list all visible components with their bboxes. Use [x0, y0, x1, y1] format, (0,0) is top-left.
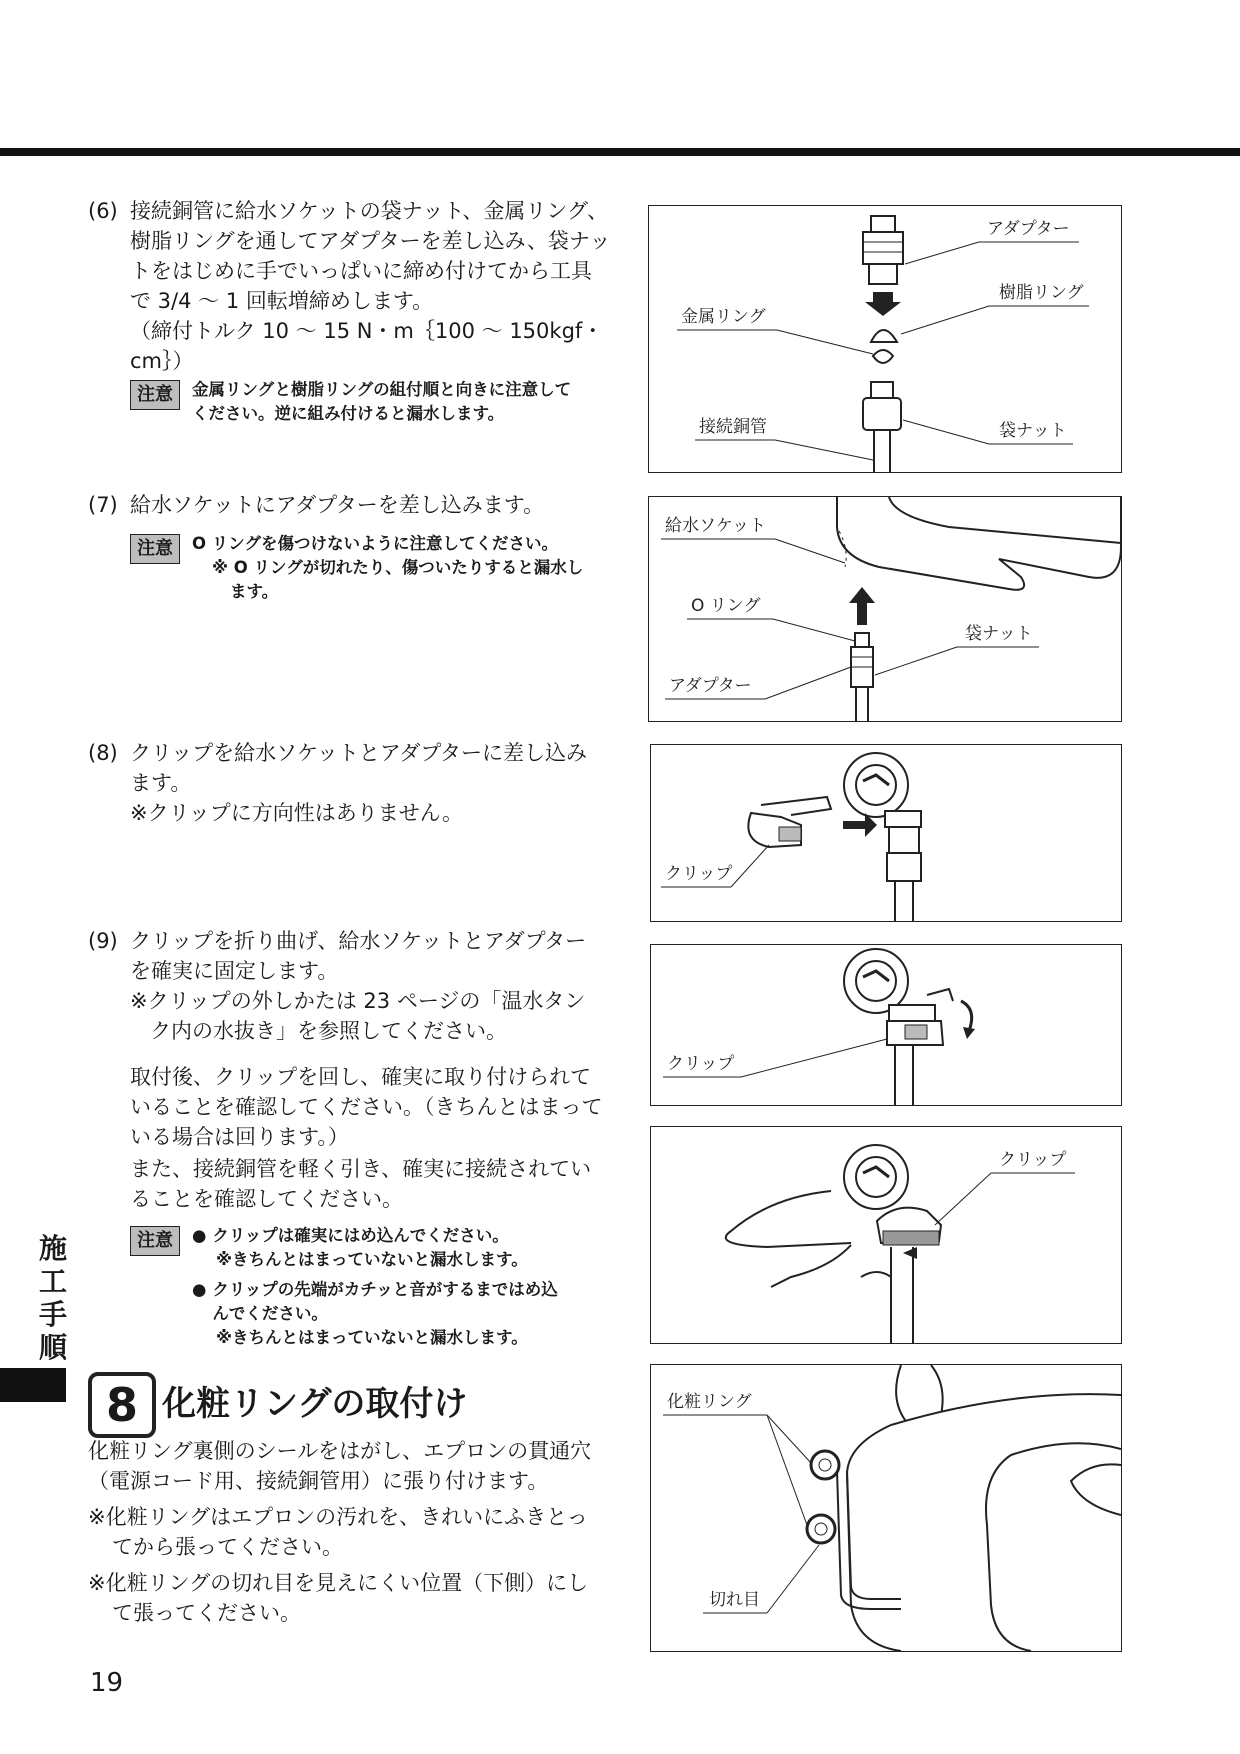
bullet-icon: ● [192, 1280, 207, 1299]
step-note: ※クリップに方向性はありません。 [130, 801, 464, 825]
side-char: 施 [38, 1232, 67, 1265]
caution-badge: 注意 [130, 380, 180, 410]
step-text: トをはじめに手でいっぱいに締め付けてから工具 [130, 259, 592, 283]
label-metal-ring: 金属リング [681, 307, 766, 327]
step-7 [88, 490, 648, 520]
step-text: で 3/4 ～ 1 回転増締めします。 [130, 289, 434, 313]
note-line: てから張ってください。 [112, 1535, 343, 1559]
step-number: (6) [88, 199, 118, 223]
para-line: ることを確認してください。 [130, 1187, 403, 1211]
side-char: 工 [38, 1265, 67, 1298]
caution-note: ます。 [230, 582, 279, 601]
bullet-icon: ● [192, 1226, 207, 1245]
clip-rotate-illustration [651, 1127, 1121, 1343]
label-adapter: アダプター [987, 219, 1070, 239]
step-number: (8) [88, 741, 118, 765]
label-socket: 給水ソケット [665, 516, 766, 536]
caution-9 [130, 1224, 650, 1350]
step-text: 接続銅管に給水ソケットの袋ナット、金属リング、 [130, 199, 609, 223]
note-line: ※化粧リングの切れ目を見えにくい位置（下側）にし [88, 1571, 589, 1595]
caution-note: ※ O リングが切れたり、傷ついたりすると漏水し [212, 558, 584, 577]
step-8 [88, 738, 648, 828]
step-text: クリップを折り曲げ、給水ソケットとアダプター [130, 929, 587, 953]
side-tab-bar [0, 1368, 66, 1402]
label-clip: クリップ [667, 1054, 735, 1074]
para-line: いることを確認してください。（きちんとはまって [130, 1095, 603, 1119]
label-clip: クリップ [665, 864, 733, 884]
para-line: （電源コード用、接続銅管用）に張り付けます。 [88, 1469, 549, 1493]
label-pipe: 接続銅管 [699, 417, 767, 437]
caution-text: ください。逆に組み付けると漏水します。 [192, 404, 505, 423]
caution-note: ※きちんとはまっていないと漏水します。 [216, 1250, 528, 1269]
confirm-paragraph-2 [130, 1154, 650, 1214]
page-number: 19 [90, 1668, 124, 1698]
label-trim-ring: 化粧リング [667, 1392, 752, 1412]
section-paragraph [88, 1436, 648, 1628]
note-line: ※化粧リングはエプロンの汚れを、きれいにふきとっ [88, 1505, 588, 1529]
adapter-assembly-illustration [649, 206, 1121, 472]
section-number-badge: 8 [88, 1372, 156, 1438]
step-text: を確実に固定します。 [130, 959, 339, 983]
step-text: ます。 [130, 771, 192, 795]
caution-text: 金属リングと樹脂リングの組付順と向きに注意して [192, 380, 572, 399]
label-clip: クリップ [999, 1150, 1067, 1170]
confirm-paragraph-1 [130, 1062, 650, 1152]
step-number: (9) [88, 929, 118, 953]
caution-badge: 注意 [130, 534, 180, 564]
caution-badge: 注意 [130, 1226, 180, 1256]
step-number: (7) [88, 493, 118, 517]
figure-socket-insert [648, 496, 1122, 722]
clip-fold-illustration [651, 945, 1121, 1105]
step-6 [88, 196, 648, 376]
clip-insert-illustration [651, 745, 1121, 921]
caution-text: クリップは確実にはめ込んでください。 [212, 1226, 509, 1245]
label-cut: 切れ目 [709, 1590, 760, 1610]
label-nut: 袋ナット [965, 624, 1033, 644]
side-char: 順 [38, 1331, 67, 1364]
side-tab-label [36, 1232, 70, 1364]
caution-6 [130, 378, 650, 426]
caution-text: んでください。 [212, 1304, 328, 1323]
note-line: て張ってください。 [112, 1601, 301, 1625]
para-line: また、接続銅管を軽く引き、確実に接続されてい [130, 1157, 592, 1181]
trim-ring-illustration [651, 1365, 1121, 1651]
label-nut: 袋ナット [999, 421, 1067, 441]
label-oring: O リング [691, 596, 761, 616]
step-text: 樹脂リングを通してアダプターを差し込み、袋ナッ [130, 229, 611, 253]
para-line: いる場合は回ります。） [130, 1125, 349, 1149]
top-rule [0, 148, 1240, 156]
section-title: 化粧リングの取付け [162, 1384, 468, 1424]
step-note: ※クリップの外しかたは 23 ページの「温水タン [130, 989, 586, 1013]
figure-trim-ring [650, 1364, 1122, 1652]
side-char: 手 [38, 1298, 67, 1331]
step-9 [88, 926, 648, 1046]
caution-note: ※きちんとはまっていないと漏水します。 [216, 1328, 528, 1347]
caution-text: O リングを傷つけないように注意してください。 [192, 534, 558, 553]
figure-clip-rotate [650, 1126, 1122, 1344]
torque-text: （締付トルク 10 ～ 15 N・m｛100 ～ 150kgf・cm｝） [130, 319, 604, 373]
label-adapter: アダプター [669, 676, 752, 696]
para-line: 化粧リング裏側のシールをはがし、エプロンの貫通穴 [88, 1439, 592, 1463]
step-note: ク内の水抜き」を参照してください。 [150, 1019, 507, 1043]
caution-text: クリップの先端がカチッと音がするまではめ込 [212, 1280, 558, 1299]
para-line: 取付後、クリップを回し、確実に取り付けられて [130, 1065, 592, 1089]
figure-clip-fold [650, 944, 1122, 1106]
step-text: 給水ソケットにアダプターを差し込みます。 [130, 493, 545, 517]
socket-insert-illustration [649, 497, 1121, 721]
figure-clip-insert [650, 744, 1122, 922]
label-resin-ring: 樹脂リング [999, 283, 1084, 303]
caution-7 [130, 532, 650, 604]
step-text: クリップを給水ソケットとアダプターに差し込み [130, 741, 587, 765]
figure-adapter-assembly [648, 205, 1122, 473]
